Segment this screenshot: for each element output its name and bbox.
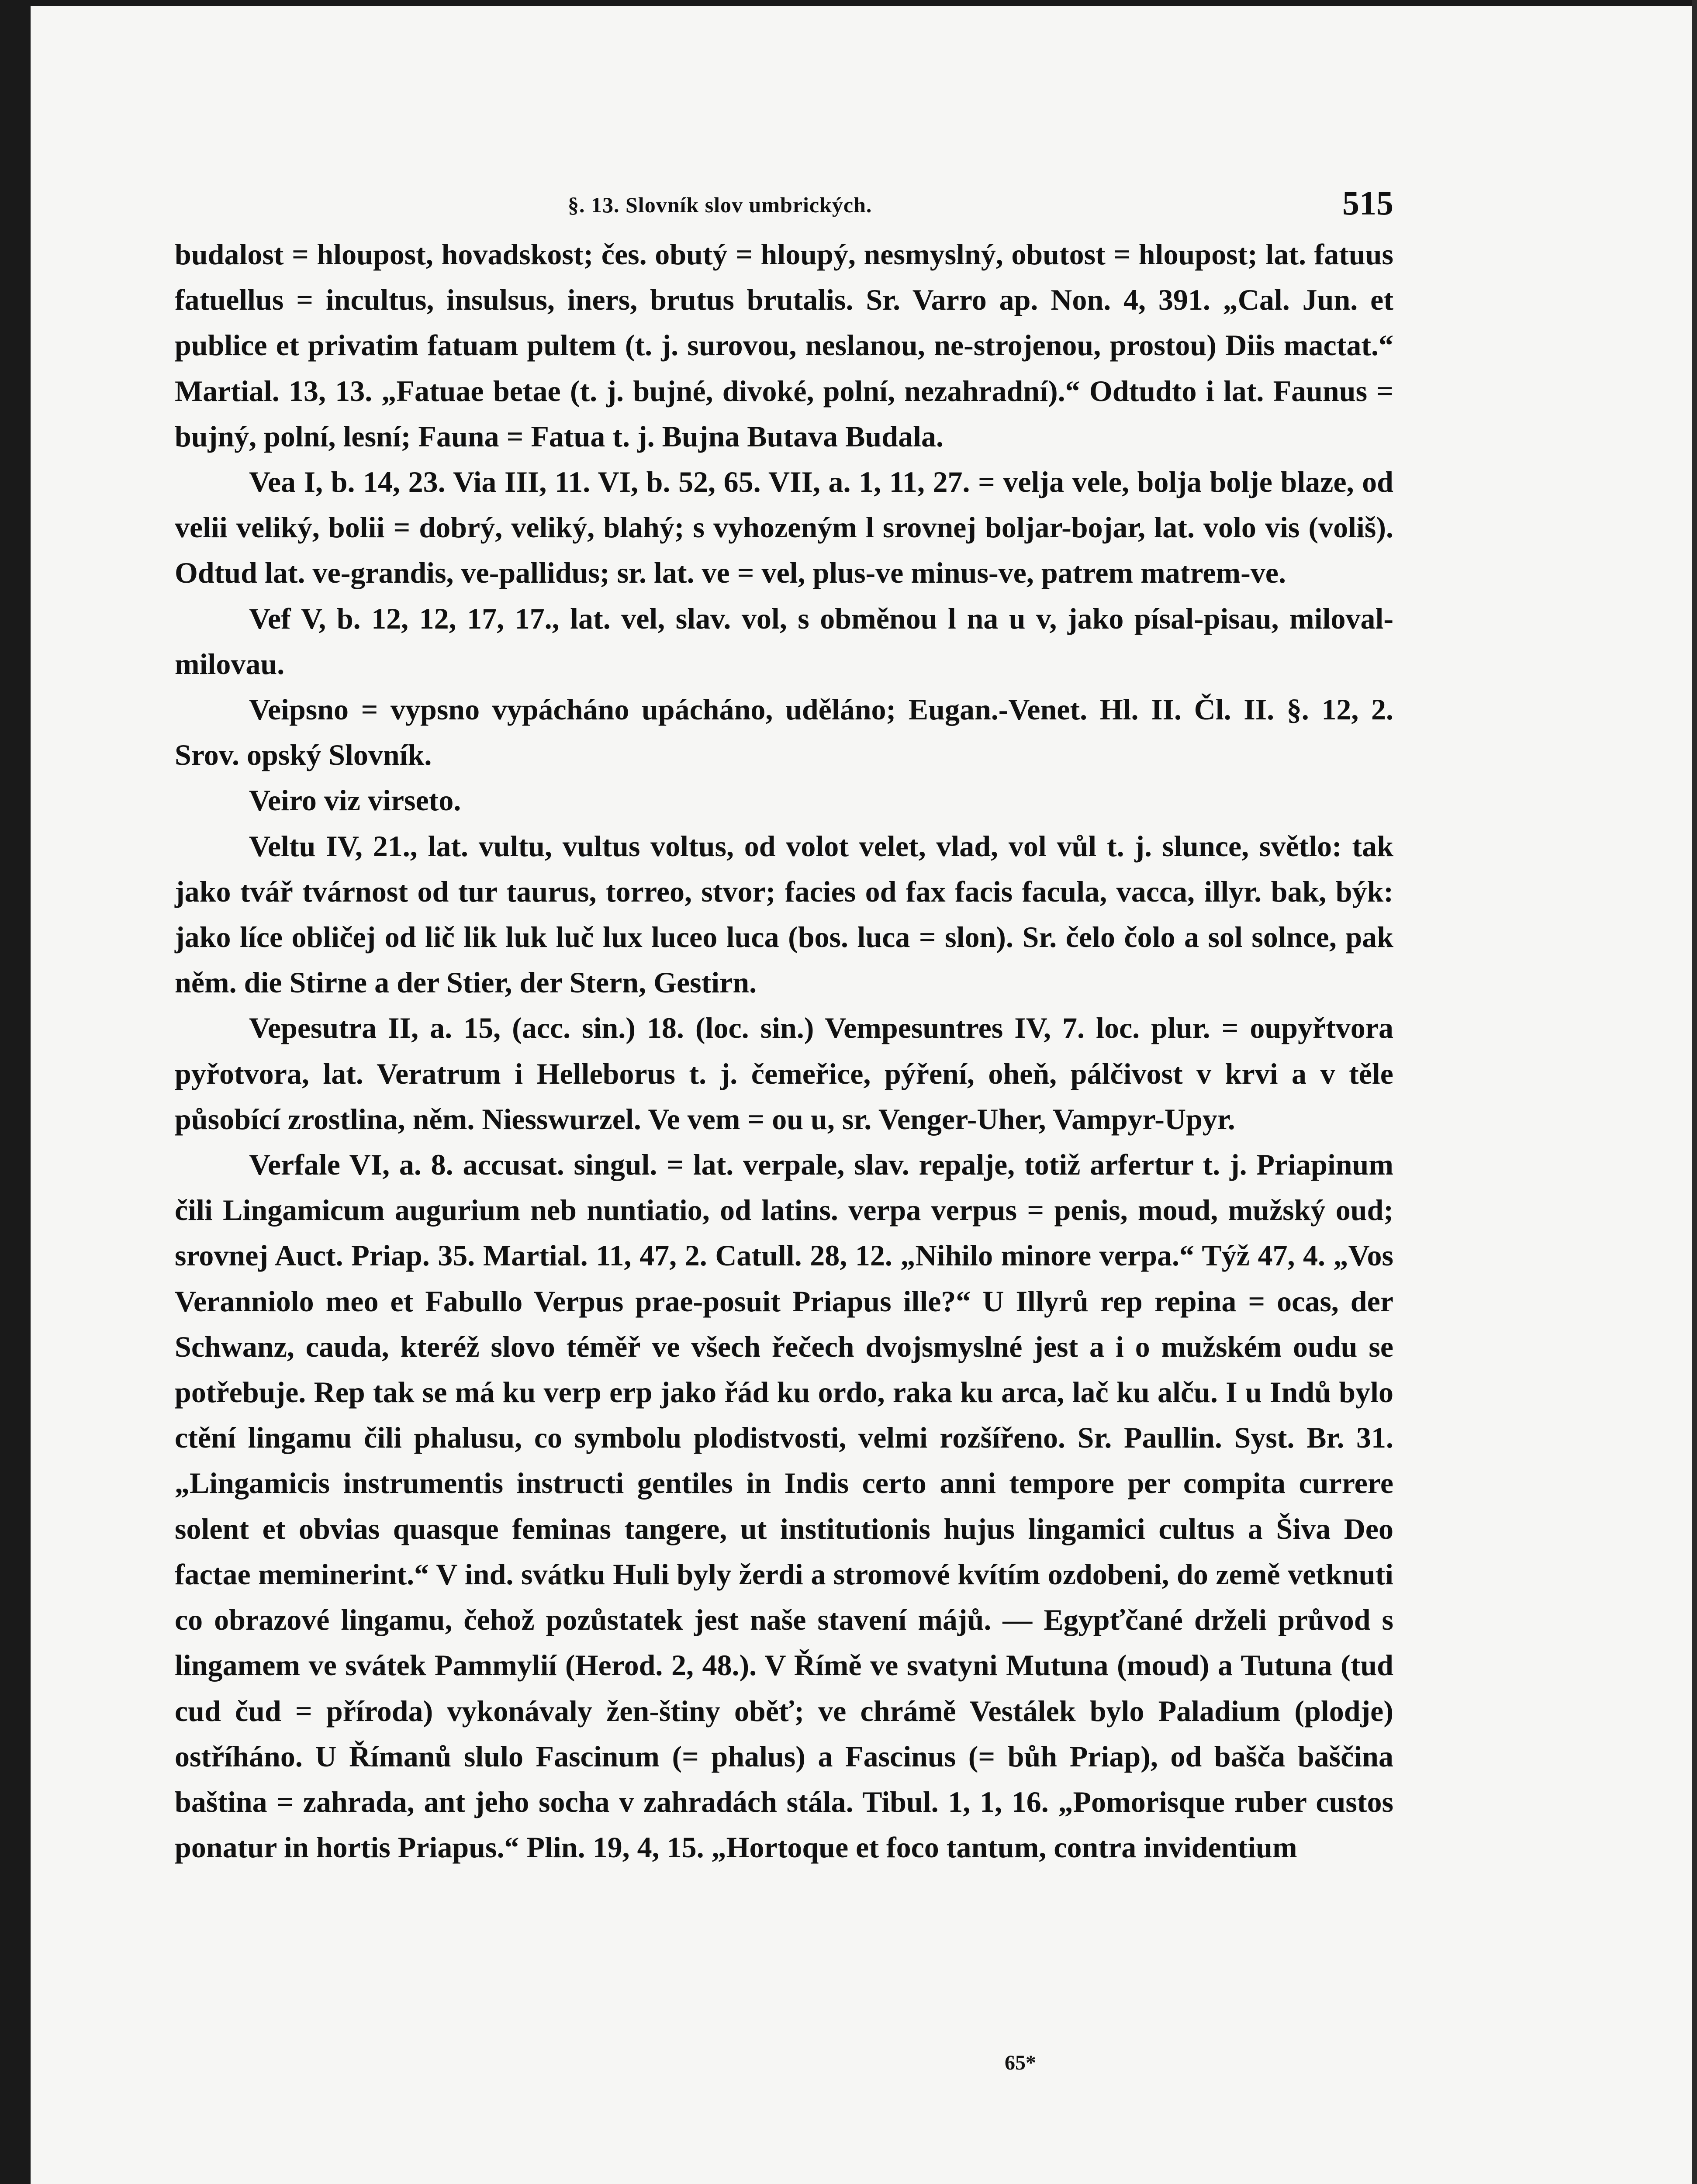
paragraph: Veiro viz virseto.: [249, 784, 461, 817]
paragraph: Vepesutra II, a. 15, (acc. sin.) 18. (loc. sin.) Vempesuntres IV, 7. loc. plur. = oupyřtvora pyřotvora, lat. Veratrum i Helleborus t. j. čemeřice, pýření, oheň, pálčivost v krvi a v těle působící zrostlina, něm. Niesswurzel. Ve vem = ou u, sr. Venger-Uher, Vampyr-Upyr.: [175, 1011, 1393, 1136]
running-head: §. 13. Slovník slov umbrických.: [568, 193, 872, 217]
paragraph: Veltu IV, 21., lat. vultu, vultus voltus, od volot velet, vlad, vol vůl t. j. slunce, světlo: tak jako tvář tvárnost od tur taurus, torreo, stvor; facies od fax facis facula, vacca, illyr. bak, býk: jako líce obličej od lič lik luk luč lux luceo luca (bos. luca = slon). Sr. čelo čolo a sol solnce, pak něm. die Stirne a der Stier, der Stern, Gestirn.: [175, 829, 1393, 999]
paragraph: Vef V, b. 12, 12, 17, 17., lat. vel, slav. vol, s obměnou l na u v, jako písal-pisau, miloval-milovau.: [175, 601, 1393, 681]
book-page: [175, 183, 1393, 1870]
scan-border-left: [0, 0, 31, 2184]
scan-border-right: [1692, 0, 1697, 2184]
paragraph: budalost = hloupost, hovadskost; čes. obutý = hloupý, nesmyslný, obutost = hloupost; lat. fatuus fatuellus = incultus, insulsus, iners, brutus brutalis. Sr. Varro ap. Non. 4, 391. „Cal. Jun. et publice et privatim fatuam pultem (t. j. surovou, neslanou, ne-strojenou, prostou) Diis mactat.“ Martial. 13, 13. „Fatuae betae (t. j. bujné, divoké, polní, nezahradní).“ Odtudto i lat. Faunus = bujný, polní, lesní; Fauna = Fatua t. j. Bujna Butava Budala.: [175, 238, 1393, 453]
paragraph: Verfale VI, a. 8. accusat. singul. = lat. verpale, slav. repalje, totiž arfertur t. j. Priapinum čili Lingamicum augurium neb nuntiatio, od latins. verpa verpus = penis, moud, mužský oud; srovnej Auct. Priap. 35. Martial. 11, 47, 2. Catull. 28, 12. „Nihilo minore verpa.“ Týž 47, 4. „Vos Veranniolo meo et Fabullo Verpus prae-posuit Priapus ille?“ U Illyrů rep repina = ocas, der Schwanz, cauda, kteréž slovo téměř ve všech řečech dvojsmyslné jest a i o mužském oudu se potřebuje. Rep tak se má ku verp erp jako řád ku ordo, raka ku arca, lač ku alču. I u Indů bylo ctění lingamu čili phalusu, co symbolu plodistvosti, velmi rozšířeno. Sr. Paullin. Syst. Br. 31. „Lingamicis instrumentis instructi gentiles in Indis certo anni tempore per compita currere solent et obvias quasque feminas tangere, ut institutionis hujus lingamici cultus a Šiva Deo factae meminerint.“ V ind. svátku Huli byly žerdi a stromové kvítím ozdobeni, do země vetknuti co obrazové lingamu, čehož pozůstatek jest naše stavení májů. — Egypťčané drželi průvod s lingamem ve svátek Pammylií (Herod. 2, 48.). V Římě ve svatyni Mutuna (moud) a Tutuna (tud cud čud = příroda) vykonávaly žen-štiny oběť; ve chrámě Vestálek bylo Paladium (plodje) ostříháno. U Římanů slulo Fascinum (= phalus) a Fascinus (= bůh Priap), od bašča baščina baština = zahrada, ant jeho socha v zahradách stála. Tibul. 1, 1, 16. „Pomorisque ruber custos ponatur in hortis Priapus.“ Plin. 19, 4, 15. „Hortoque et foco tantum, contra invidentium: [175, 1148, 1393, 1864]
page-number: 515: [1342, 184, 1393, 222]
page-body: [175, 232, 1393, 1870]
signature-mark: 65*: [1005, 2051, 1036, 2074]
scan-border-top: [31, 0, 1697, 6]
paragraph: Vea I, b. 14, 23. Via III, 11. VI, b. 52, 65. VII, a. 1, 11, 27. = velja vele, bolja bolje blaze, od velii veliký, bolii = dobrý, veliký, blahý; s vyhozeným l srovnej boljar-bojar, lat. volo vis (voliš). Odtud lat. ve-grandis, ve-pallidus; sr. lat. ve = vel, plus-ve minus-ve, patrem matrem-ve.: [175, 465, 1393, 590]
page-header: [175, 183, 1393, 232]
paragraph: Veipsno = vypsno vypácháno upácháno, uděláno; Eugan.-Venet. Hl. II. Čl. II. §. 12, 2. Srov. opský Slovník.: [175, 693, 1393, 772]
